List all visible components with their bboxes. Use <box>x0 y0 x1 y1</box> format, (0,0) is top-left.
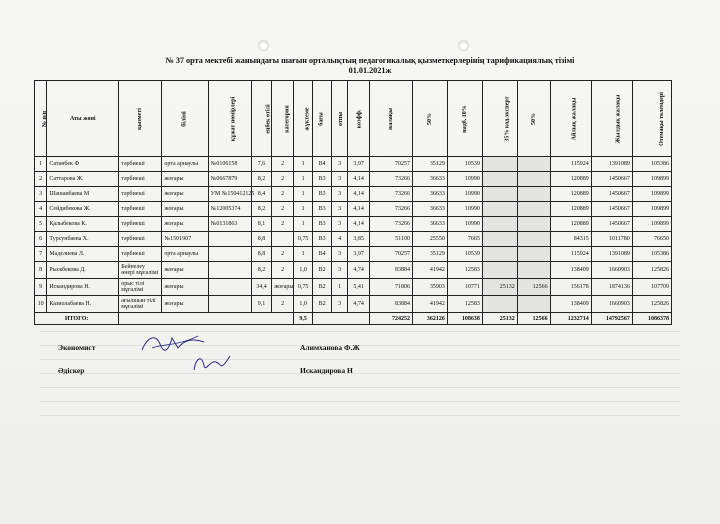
table-cell <box>208 262 251 279</box>
table-cell: 1450667 <box>591 202 632 217</box>
table-cell: 4,14 <box>348 217 370 232</box>
table-cell: 70257 <box>369 247 412 262</box>
table-cell <box>208 279 251 296</box>
table-cell: 0,75 <box>293 279 313 296</box>
table-cell: 1,0 <box>293 262 313 279</box>
column-header: № п/п <box>35 81 47 157</box>
table-cell <box>517 247 550 262</box>
table-cell: орта арнаулы <box>162 247 208 262</box>
table-cell: 3 <box>331 247 347 262</box>
total-cell: 14792567 <box>591 313 632 325</box>
table-cell: 1 <box>293 172 313 187</box>
table-cell <box>208 296 251 313</box>
column-header: бағы <box>313 81 331 157</box>
punch-hole <box>258 40 269 51</box>
column-header: Айлық жалақы <box>550 81 591 157</box>
column-header: жүктеме <box>293 81 313 157</box>
table-cell: 109899 <box>632 217 671 232</box>
table-cell: 8,4 <box>251 187 272 202</box>
table-cell: 1391089 <box>591 157 632 172</box>
table-cell: 8,2 <box>251 262 272 279</box>
table-cell: жоғары <box>162 202 208 217</box>
table-cell: 1 <box>293 157 313 172</box>
tariff-table <box>34 80 672 325</box>
table-cell: 10771 <box>447 279 482 296</box>
table-cell: 2 <box>272 296 294 313</box>
column-header: жалақы <box>369 81 412 157</box>
table-header-row <box>35 81 672 157</box>
table-row <box>35 157 672 172</box>
total-cell: 9,5 <box>293 313 313 325</box>
table-cell <box>517 217 550 232</box>
column-header: 50% <box>517 81 550 157</box>
table-cell: 41942 <box>412 262 447 279</box>
table-cell: 3 <box>331 187 347 202</box>
table-cell: 3 <box>331 262 347 279</box>
doc-date: 01.01.2021ж <box>348 66 392 75</box>
table-cell: 156178 <box>550 279 591 296</box>
table-row <box>35 262 672 279</box>
column-header: 35% код.эксперт <box>482 81 517 157</box>
table-cell <box>482 202 517 217</box>
table-cell: В3 <box>313 217 331 232</box>
total-cell: ИТОГО: <box>35 313 119 325</box>
column-header: категория <box>272 81 294 157</box>
table-cell: тәрбиеші <box>119 187 162 202</box>
column-header: Жылдық жалақы <box>591 81 632 157</box>
table-cell: 12583 <box>447 262 482 279</box>
table-cell <box>482 296 517 313</box>
methodist-name: Искандирова Н <box>300 366 353 375</box>
table-cell: 73266 <box>369 172 412 187</box>
table-cell: 1450667 <box>591 217 632 232</box>
table-cell: 125826 <box>632 262 671 279</box>
table-cell: 5 <box>35 217 47 232</box>
table-cell: 1660903 <box>591 296 632 313</box>
table-cell: 7665 <box>447 232 482 247</box>
table-cell: тәрбиеші <box>119 172 162 187</box>
table-cell: 10 <box>35 296 47 313</box>
table-cell: 120889 <box>550 217 591 232</box>
methodist-label: Әдіскер <box>58 366 85 375</box>
table-cell: УМ №150412125 <box>208 187 251 202</box>
table-cell <box>208 247 251 262</box>
table-cell: 73266 <box>369 217 412 232</box>
table-cell <box>517 187 550 202</box>
table-cell: тәрбиеші <box>119 247 162 262</box>
table-cell: 0,75 <box>293 232 313 247</box>
column-header: Аты жөні <box>47 81 119 157</box>
table-cell: В3 <box>313 232 331 247</box>
table-cell: орта арнаулы <box>162 157 208 172</box>
table-row <box>35 232 672 247</box>
table-cell: 51100 <box>369 232 412 247</box>
total-cell: 12566 <box>517 313 550 325</box>
table-cell: 10990 <box>447 217 482 232</box>
table-cell: 3,97 <box>348 157 370 172</box>
table-cell <box>517 296 550 313</box>
table-cell: В3 <box>313 202 331 217</box>
table-cell: 4,74 <box>348 262 370 279</box>
table-cell: 2 <box>272 217 294 232</box>
table-cell: Казиолабаева Н. <box>47 296 119 313</box>
signature-methodist <box>188 350 234 376</box>
table-cell: 1 <box>331 279 347 296</box>
table-cell: В3 <box>313 187 331 202</box>
column-header: қызметі <box>119 81 162 157</box>
table-cell <box>208 232 251 247</box>
table-cell: 2 <box>272 187 294 202</box>
table-cell: 9,1 <box>251 296 272 313</box>
table-cell: Турсунбаева Х. <box>47 232 119 247</box>
table-cell: 3 <box>331 202 347 217</box>
table-cell: 138409 <box>550 262 591 279</box>
column-header: еңбек өтілі <box>251 81 272 157</box>
table-cell: 70257 <box>369 157 412 172</box>
table-cell: жоғары <box>162 262 208 279</box>
table-cell: 9 <box>35 279 47 296</box>
table-cell: 109899 <box>632 172 671 187</box>
table-cell: 2 <box>272 202 294 217</box>
table-cell <box>517 157 550 172</box>
table-row <box>35 202 672 217</box>
table-cell: ағылшын тілі мұғалімі <box>119 296 162 313</box>
table-row <box>35 172 672 187</box>
table-cell <box>517 262 550 279</box>
table-cell: 1450667 <box>591 172 632 187</box>
table-cell <box>482 187 517 202</box>
table-cell: 2 <box>272 157 294 172</box>
table-cell: 36633 <box>412 172 447 187</box>
table-cell: Саттарова Ж. <box>47 172 119 187</box>
table-cell: орыс тілі мұғалімі <box>119 279 162 296</box>
table-cell: 105386 <box>632 157 671 172</box>
column-header: отпы <box>331 81 347 157</box>
economist-name: Алимханова Ф.Ж <box>300 343 360 352</box>
economist-label: Экономист <box>58 343 96 352</box>
table-cell: 10990 <box>447 202 482 217</box>
table-cell: жоғары <box>162 217 208 232</box>
table-cell: 35903 <box>412 279 447 296</box>
table-cell: 73266 <box>369 187 412 202</box>
table-cell: 1 <box>293 247 313 262</box>
table-cell: 4,14 <box>348 172 370 187</box>
table-cell: 8,8 <box>251 247 272 262</box>
table-cell: 35129 <box>412 157 447 172</box>
table-cell: 34,4 <box>251 279 272 296</box>
table-cell: 36633 <box>412 217 447 232</box>
table-cell: 5,41 <box>348 279 370 296</box>
table-cell: 3 <box>331 172 347 187</box>
table-cell: жоғары <box>162 279 208 296</box>
table-cell: 4,74 <box>348 296 370 313</box>
table-cell: 7,6 <box>251 157 272 172</box>
column-header: надб. 10% <box>447 81 482 157</box>
table-cell: 10539 <box>447 247 482 262</box>
total-cell: 1232714 <box>550 313 591 325</box>
table-cell: 120889 <box>550 172 591 187</box>
table-cell: 1874136 <box>591 279 632 296</box>
table-cell: 8,2 <box>251 202 272 217</box>
table-cell: 8,2 <box>251 172 272 187</box>
table-cell: жоғары <box>162 172 208 187</box>
table-cell: В3 <box>313 172 331 187</box>
table-cell: 10990 <box>447 172 482 187</box>
table-cell: 1660903 <box>591 262 632 279</box>
table-cell: 2 <box>35 172 47 187</box>
table-cell: 4,14 <box>348 187 370 202</box>
table-cell: №1501907 <box>162 232 208 247</box>
table-cell: Искандирова Н. <box>47 279 119 296</box>
table-cell: 125826 <box>632 296 671 313</box>
table-cell: 120889 <box>550 202 591 217</box>
table-cell: 83884 <box>369 296 412 313</box>
table-cell: 8,8 <box>251 232 272 247</box>
table-cell: тәрбиеші <box>119 232 162 247</box>
table-cell: 1450667 <box>591 187 632 202</box>
table-cell: 35129 <box>412 247 447 262</box>
table-cell: 3 <box>35 187 47 202</box>
table-cell: тәрбиеші <box>119 202 162 217</box>
table-cell: жоғары <box>162 296 208 313</box>
table-cell: 12583 <box>447 296 482 313</box>
table-cell: 3 <box>331 296 347 313</box>
table-cell: 1 <box>293 202 313 217</box>
table-cell: Бейнелеу өнері мұғалімі <box>119 262 162 279</box>
table-cell: Сатанбек Ф <box>47 157 119 172</box>
column-header: коэфф. <box>348 81 370 157</box>
total-cell: 108638 <box>447 313 482 325</box>
table-cell: 1 <box>35 157 47 172</box>
table-cell: 3,97 <box>348 247 370 262</box>
table-cell: 36633 <box>412 187 447 202</box>
total-cell: 362126 <box>412 313 447 325</box>
table-cell: 1391089 <box>591 247 632 262</box>
total-cell: 25132 <box>482 313 517 325</box>
table-cell: 2 <box>272 247 294 262</box>
table-cell: 10539 <box>447 157 482 172</box>
table-cell: 8 <box>35 262 47 279</box>
table-cell: тәрбиеші <box>119 157 162 172</box>
table-cell: Сейдибекова Ж. <box>47 202 119 217</box>
table-cell: жоғары <box>162 187 208 202</box>
table-row <box>35 296 672 313</box>
table-cell: 107709 <box>632 279 671 296</box>
table-cell: 76650 <box>632 232 671 247</box>
table-cell: 1 <box>293 217 313 232</box>
table-cell: жоғары <box>272 279 294 296</box>
table-cell: №12005374 <box>208 202 251 217</box>
table-row <box>35 247 672 262</box>
table-cell: 4 <box>35 202 47 217</box>
table-cell: В4 <box>313 157 331 172</box>
table-cell: 25132 <box>482 279 517 296</box>
table-cell: 41942 <box>412 296 447 313</box>
table-cell: 3,85 <box>348 232 370 247</box>
table-cell: №0106158 <box>208 157 251 172</box>
total-cell: 1086378 <box>632 313 671 325</box>
column-header: құжат нөмірлері <box>208 81 251 157</box>
table-cell <box>517 172 550 187</box>
table-cell: Қалыбекова К. <box>47 217 119 232</box>
table-cell: 6 <box>35 232 47 247</box>
table-cell: 105386 <box>632 247 671 262</box>
table-cell: 120889 <box>550 187 591 202</box>
table-cell: 71806 <box>369 279 412 296</box>
column-header: 50% <box>412 81 447 157</box>
table-cell: Рыскбекова Д. <box>47 262 119 279</box>
table-cell: 36633 <box>412 202 447 217</box>
table-cell: 12566 <box>517 279 550 296</box>
table-cell: В4 <box>313 247 331 262</box>
table-row <box>35 279 672 296</box>
punch-hole <box>458 40 469 51</box>
table-cell: 84315 <box>550 232 591 247</box>
table-cell: В2 <box>313 262 331 279</box>
table-cell: 3 <box>331 157 347 172</box>
table-cell: 1,0 <box>293 296 313 313</box>
table-cell <box>517 232 550 247</box>
table-cell: 4 <box>331 232 347 247</box>
table-cell: 25550 <box>412 232 447 247</box>
table-cell: 8,1 <box>251 217 272 232</box>
table-cell: 7 <box>35 247 47 262</box>
table-cell: тәрбиеші <box>119 217 162 232</box>
table-cell: В2 <box>313 296 331 313</box>
table-cell: 138409 <box>550 296 591 313</box>
table-cell: 2 <box>272 172 294 187</box>
table-cell: 83884 <box>369 262 412 279</box>
table-cell <box>482 157 517 172</box>
table-cell: 2 <box>272 262 294 279</box>
column-header: Отемақы төлемдері <box>632 81 671 157</box>
table-cell: 1011780 <box>591 232 632 247</box>
table-cell: №0667879 <box>208 172 251 187</box>
table-cell <box>482 262 517 279</box>
table-cell: 3 <box>331 217 347 232</box>
table-cell: 4,14 <box>348 202 370 217</box>
table-cell: 73266 <box>369 202 412 217</box>
table-cell: 10990 <box>447 187 482 202</box>
table-row <box>35 187 672 202</box>
column-header: білімі <box>162 81 208 157</box>
table-cell <box>482 217 517 232</box>
table-cell: Маделиева Л. <box>47 247 119 262</box>
table-cell <box>517 202 550 217</box>
table-cell: 1 <box>293 187 313 202</box>
table-cell: 115924 <box>550 157 591 172</box>
table-cell: 109899 <box>632 202 671 217</box>
table-cell: №0131863 <box>208 217 251 232</box>
bleed-through-text <box>40 318 680 458</box>
table-cell: Шашаибаева М <box>47 187 119 202</box>
table-cell: 115924 <box>550 247 591 262</box>
doc-title: № 37 орта мектебі жанындағы шағын орталықтың педагогикалық қызметкерлерінің тарификациялық тізімі <box>165 56 575 65</box>
table-cell <box>482 247 517 262</box>
table-row <box>35 217 672 232</box>
table-cell <box>272 232 294 247</box>
table-cell <box>482 172 517 187</box>
table-cell: В2 <box>313 279 331 296</box>
table-cell: 109899 <box>632 187 671 202</box>
table-cell <box>482 232 517 247</box>
total-cell: 724252 <box>369 313 412 325</box>
